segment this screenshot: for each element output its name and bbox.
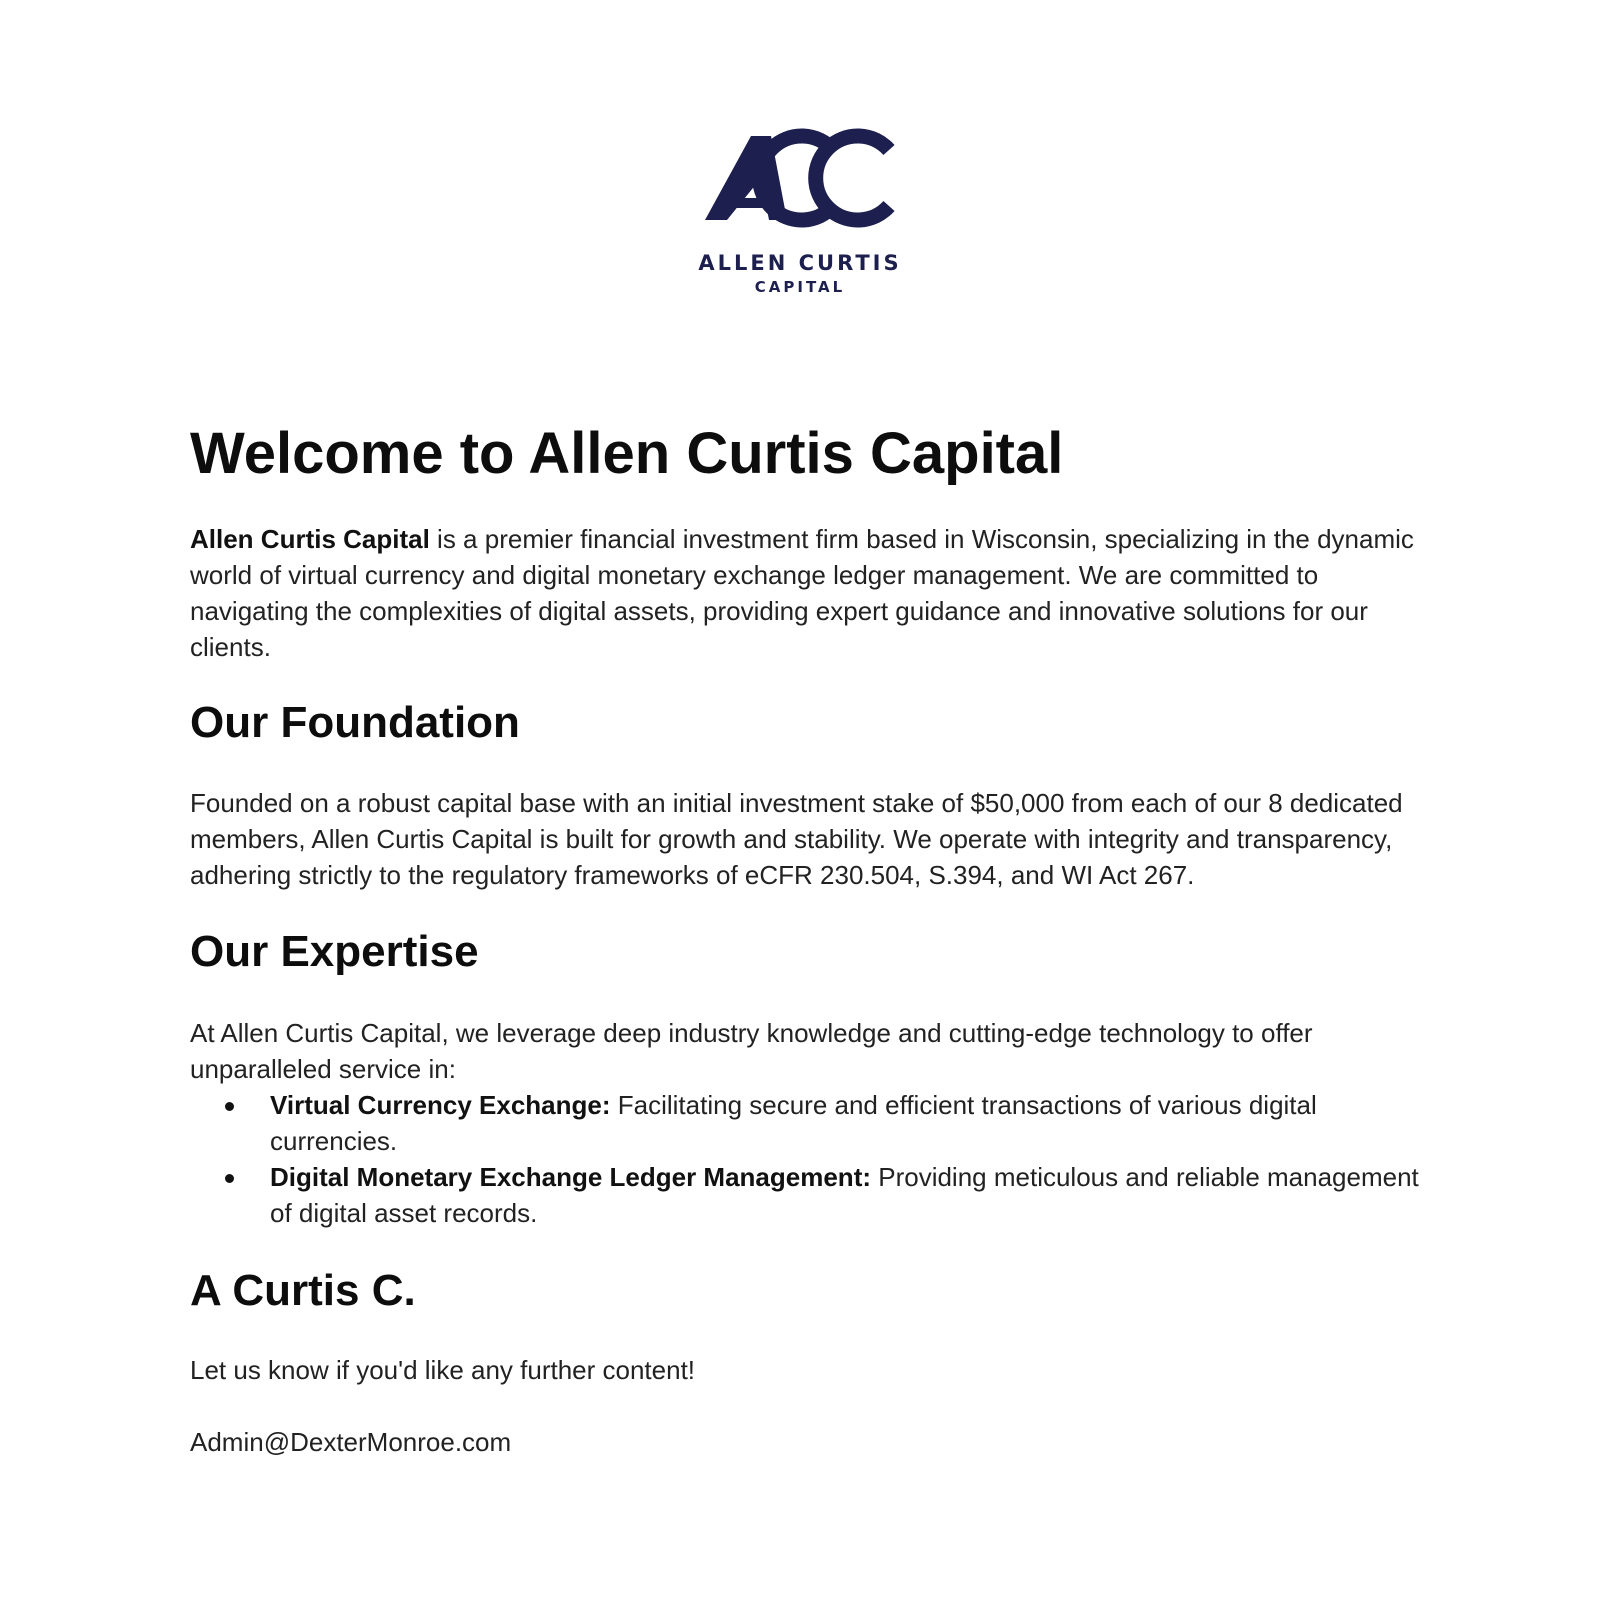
bullet-icon <box>225 1174 234 1183</box>
intro-lead: Allen Curtis Capital <box>190 524 430 554</box>
list-item-text: Facilitating secure and efficient transactions of various digital currencies. <box>270 1090 1317 1156</box>
foundation-heading: Our Foundation <box>190 698 520 747</box>
logo-name: ALLEN CURTIS <box>698 251 902 275</box>
closing-note: Let us know if you'd like any further content! <box>190 1355 696 1385</box>
intro-text: is a premier financial investment firm based in Wisconsin, specializing in the dynamic world of virtual currency and digital monetary exchange ledger management. We are committed to navigating the complexities of digital assets, providing expert guidance and innovative solutions for our clients. <box>190 524 1414 662</box>
expertise-paragraph: At Allen Curtis Capital, we leverage deep industry knowledge and cutting-edge technology to offer unparalleled service in: <box>190 1018 1313 1084</box>
page-title: Welcome to Allen Curtis Capital <box>190 421 1064 486</box>
list-item-label: Virtual Currency Exchange: <box>270 1090 611 1120</box>
document-body <box>190 420 1420 1460</box>
signoff-heading: A Curtis C. <box>190 1266 416 1315</box>
acc-logo-mark <box>705 128 895 228</box>
bullet-icon <box>225 1102 234 1111</box>
expertise-list <box>190 1087 1420 1231</box>
logo-subtitle: CAPITAL <box>754 278 846 296</box>
intro-paragraph <box>190 521 1420 665</box>
expertise-heading: Our Expertise <box>190 927 479 976</box>
company-logo <box>0 128 1600 296</box>
list-item <box>190 1159 1420 1231</box>
foundation-paragraph: Founded on a robust capital base with an initial investment stake of $50,000 from each of our 8 dedicated members, Allen Curtis Capital is built for growth and stability. We operate with integrity and transparency, adhering strictly to the regulatory frameworks of eCFR 230.504, S.394, and WI Act 267. <box>190 788 1403 890</box>
list-item <box>190 1087 1420 1159</box>
list-item-label: Digital Monetary Exchange Ledger Management: <box>270 1162 872 1192</box>
contact-email: Admin@DexterMonroe.com <box>190 1427 512 1457</box>
list-item-text: Providing meticulous and reliable management of digital asset records. <box>270 1162 1419 1228</box>
